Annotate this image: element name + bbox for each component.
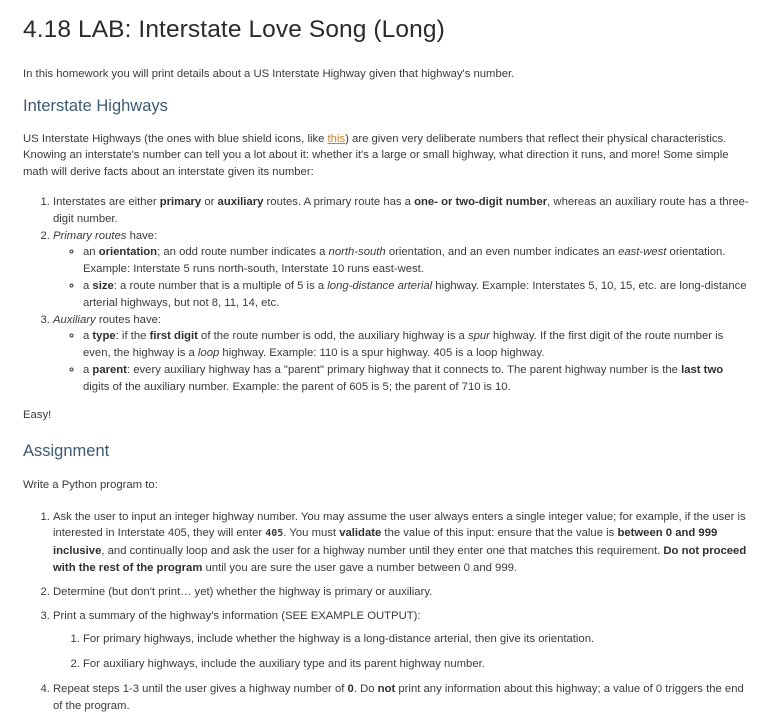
step-sub-item: 1. For primary highways, include whether the highway is a long-distance arterial, then give its orientation. (83, 631, 750, 648)
italic-text: long-distance arterial (327, 279, 433, 292)
list-item (53, 228, 750, 312)
text-span: highway. Example: 110 is a spur highway. 405 is a loop highway. (219, 347, 545, 360)
bold-text: 0 (347, 682, 354, 695)
inline-code: 405 (265, 528, 284, 540)
bold-text: last two (681, 363, 724, 376)
section-heading-interstate-highways: Interstate Highways (23, 96, 168, 115)
text-span: . You must (283, 527, 340, 540)
text-span: a (83, 363, 93, 376)
text-span: orientation. Example: Interstate 5 runs north-south, Interstate 10 runs east-west. (83, 246, 726, 276)
list-item (53, 312, 750, 396)
italic-text: Primary routes (53, 229, 127, 242)
text-span: print any information about this highway; a value of 0 triggers the end of the program. (53, 682, 744, 712)
bold-text: size (92, 279, 114, 292)
bold-text: one- or two-digit number (414, 196, 548, 208)
bold-text: orientation (98, 246, 158, 259)
text-span: routes have: (95, 313, 162, 326)
text-span: a (83, 330, 93, 343)
text-span: or (201, 196, 218, 208)
sub-list-item (83, 244, 750, 278)
list-item (53, 194, 750, 228)
step-item (53, 509, 750, 577)
text-span: have: (126, 229, 158, 242)
bold-text: first digit (149, 330, 198, 343)
bold-text: primary (159, 196, 202, 208)
text-span: : a route number that is a multiple of 5 is a (113, 279, 328, 292)
shield-paragraph (23, 131, 750, 181)
step-sub-item: 2. For auxiliary highways, include the auxiliary type and its parent highway number. (83, 656, 750, 673)
italic-text: Auxiliary (53, 313, 96, 326)
easy-text: Easy! (23, 408, 52, 421)
text-span: of the route number is odd, the auxiliary highway is a (197, 330, 468, 343)
text-span: ; an odd route number indicates a (157, 246, 329, 259)
step-item (53, 681, 750, 715)
text-span: Ask the user to input an integer highway number. You may assume the user always enters a single integer value; for example, if the user is interested in Interstate 405, they will enter (53, 510, 746, 540)
text-span: an (83, 246, 99, 259)
text-span: highway. Example: Interstates 5, 10, 15, etc. are long-distance arterial highways, but not 8, 11, 14, etc. (83, 279, 747, 309)
text-span: the value of this input: ensure that the value is (381, 527, 618, 540)
bold-text: between 0 and 999 inclusive (53, 527, 718, 558)
intro-paragraph: In this homework you will print details about a US Interstate Highway given that highway's number. (23, 68, 515, 80)
text-span: digits of the auxiliary number. Example: the parent of 605 is 5; the parent of 710 is 10. (83, 380, 511, 393)
italic-text: north-south (328, 246, 386, 259)
sub-list-item (83, 362, 750, 396)
text-span: a (83, 279, 93, 292)
text-span: : if the (115, 330, 150, 343)
assignment-steps (23, 509, 750, 715)
text-span: Interstates are either (53, 196, 160, 208)
text-span: . Do (353, 682, 378, 695)
bold-text: validate (339, 527, 382, 540)
shield-example-link[interactable]: this (327, 132, 346, 145)
bold-text: type (92, 330, 116, 343)
text-span: Repeat steps 1-3 until the user gives a highway number of (53, 682, 348, 695)
text-span: routes. A primary route has a (263, 196, 415, 208)
italic-text: east-west (618, 246, 667, 259)
text-span: : every auxiliary highway has a "parent" primary highway that it connects to. The parent highway number is the (126, 363, 682, 376)
italic-text: spur (467, 330, 490, 343)
facts-list (23, 194, 750, 396)
text-span: ) are given very deliberate numbers that reflect their physical characteristics. Knowing an interstate's number can tell you a lot about it: whether it's a large or small highway, what direction it runs, and more! Some simple math will derive facts about an interstate given its number: (23, 132, 729, 178)
page-title: 4.18 LAB: Interstate Love Song (Long) (23, 16, 445, 43)
bold-text: parent (92, 363, 127, 376)
text-span: Print a summary of the highway's information (SEE EXAMPLE OUTPUT): (53, 609, 421, 622)
sub-list-item (83, 278, 750, 312)
step-sub-list (53, 631, 750, 673)
text-span: until you are sure the user gave a number between 0 and 999. (202, 561, 518, 574)
sub-list (53, 328, 750, 395)
assignment-intro: Write a Python program to: (23, 479, 158, 492)
text-span: orientation, and an even number indicates an (385, 246, 619, 259)
text-span: , and continually loop and ask the user for a highway number until they enter one that matches this requirement. (101, 545, 664, 558)
text-span: highway. If the first digit of the route number is even, the highway is a (83, 330, 724, 360)
bold-text: auxiliary (217, 196, 264, 208)
sub-list (53, 244, 750, 311)
text-span: , whereas an auxiliary route has a three-digit number. (53, 196, 749, 225)
bold-text: Do not proceed with the rest of the program (53, 545, 747, 574)
section-heading-assignment: Assignment (23, 442, 110, 461)
text-span: US Interstate Highways (the ones with blue shield icons, like (23, 132, 328, 145)
step-item: 2. Determine (but don't print… yet) whether the highway is primary or auxiliary. (53, 584, 750, 601)
step-item (53, 608, 750, 673)
italic-text: loop (197, 347, 220, 360)
sub-list-item (83, 328, 750, 362)
bold-text: not (377, 682, 396, 695)
